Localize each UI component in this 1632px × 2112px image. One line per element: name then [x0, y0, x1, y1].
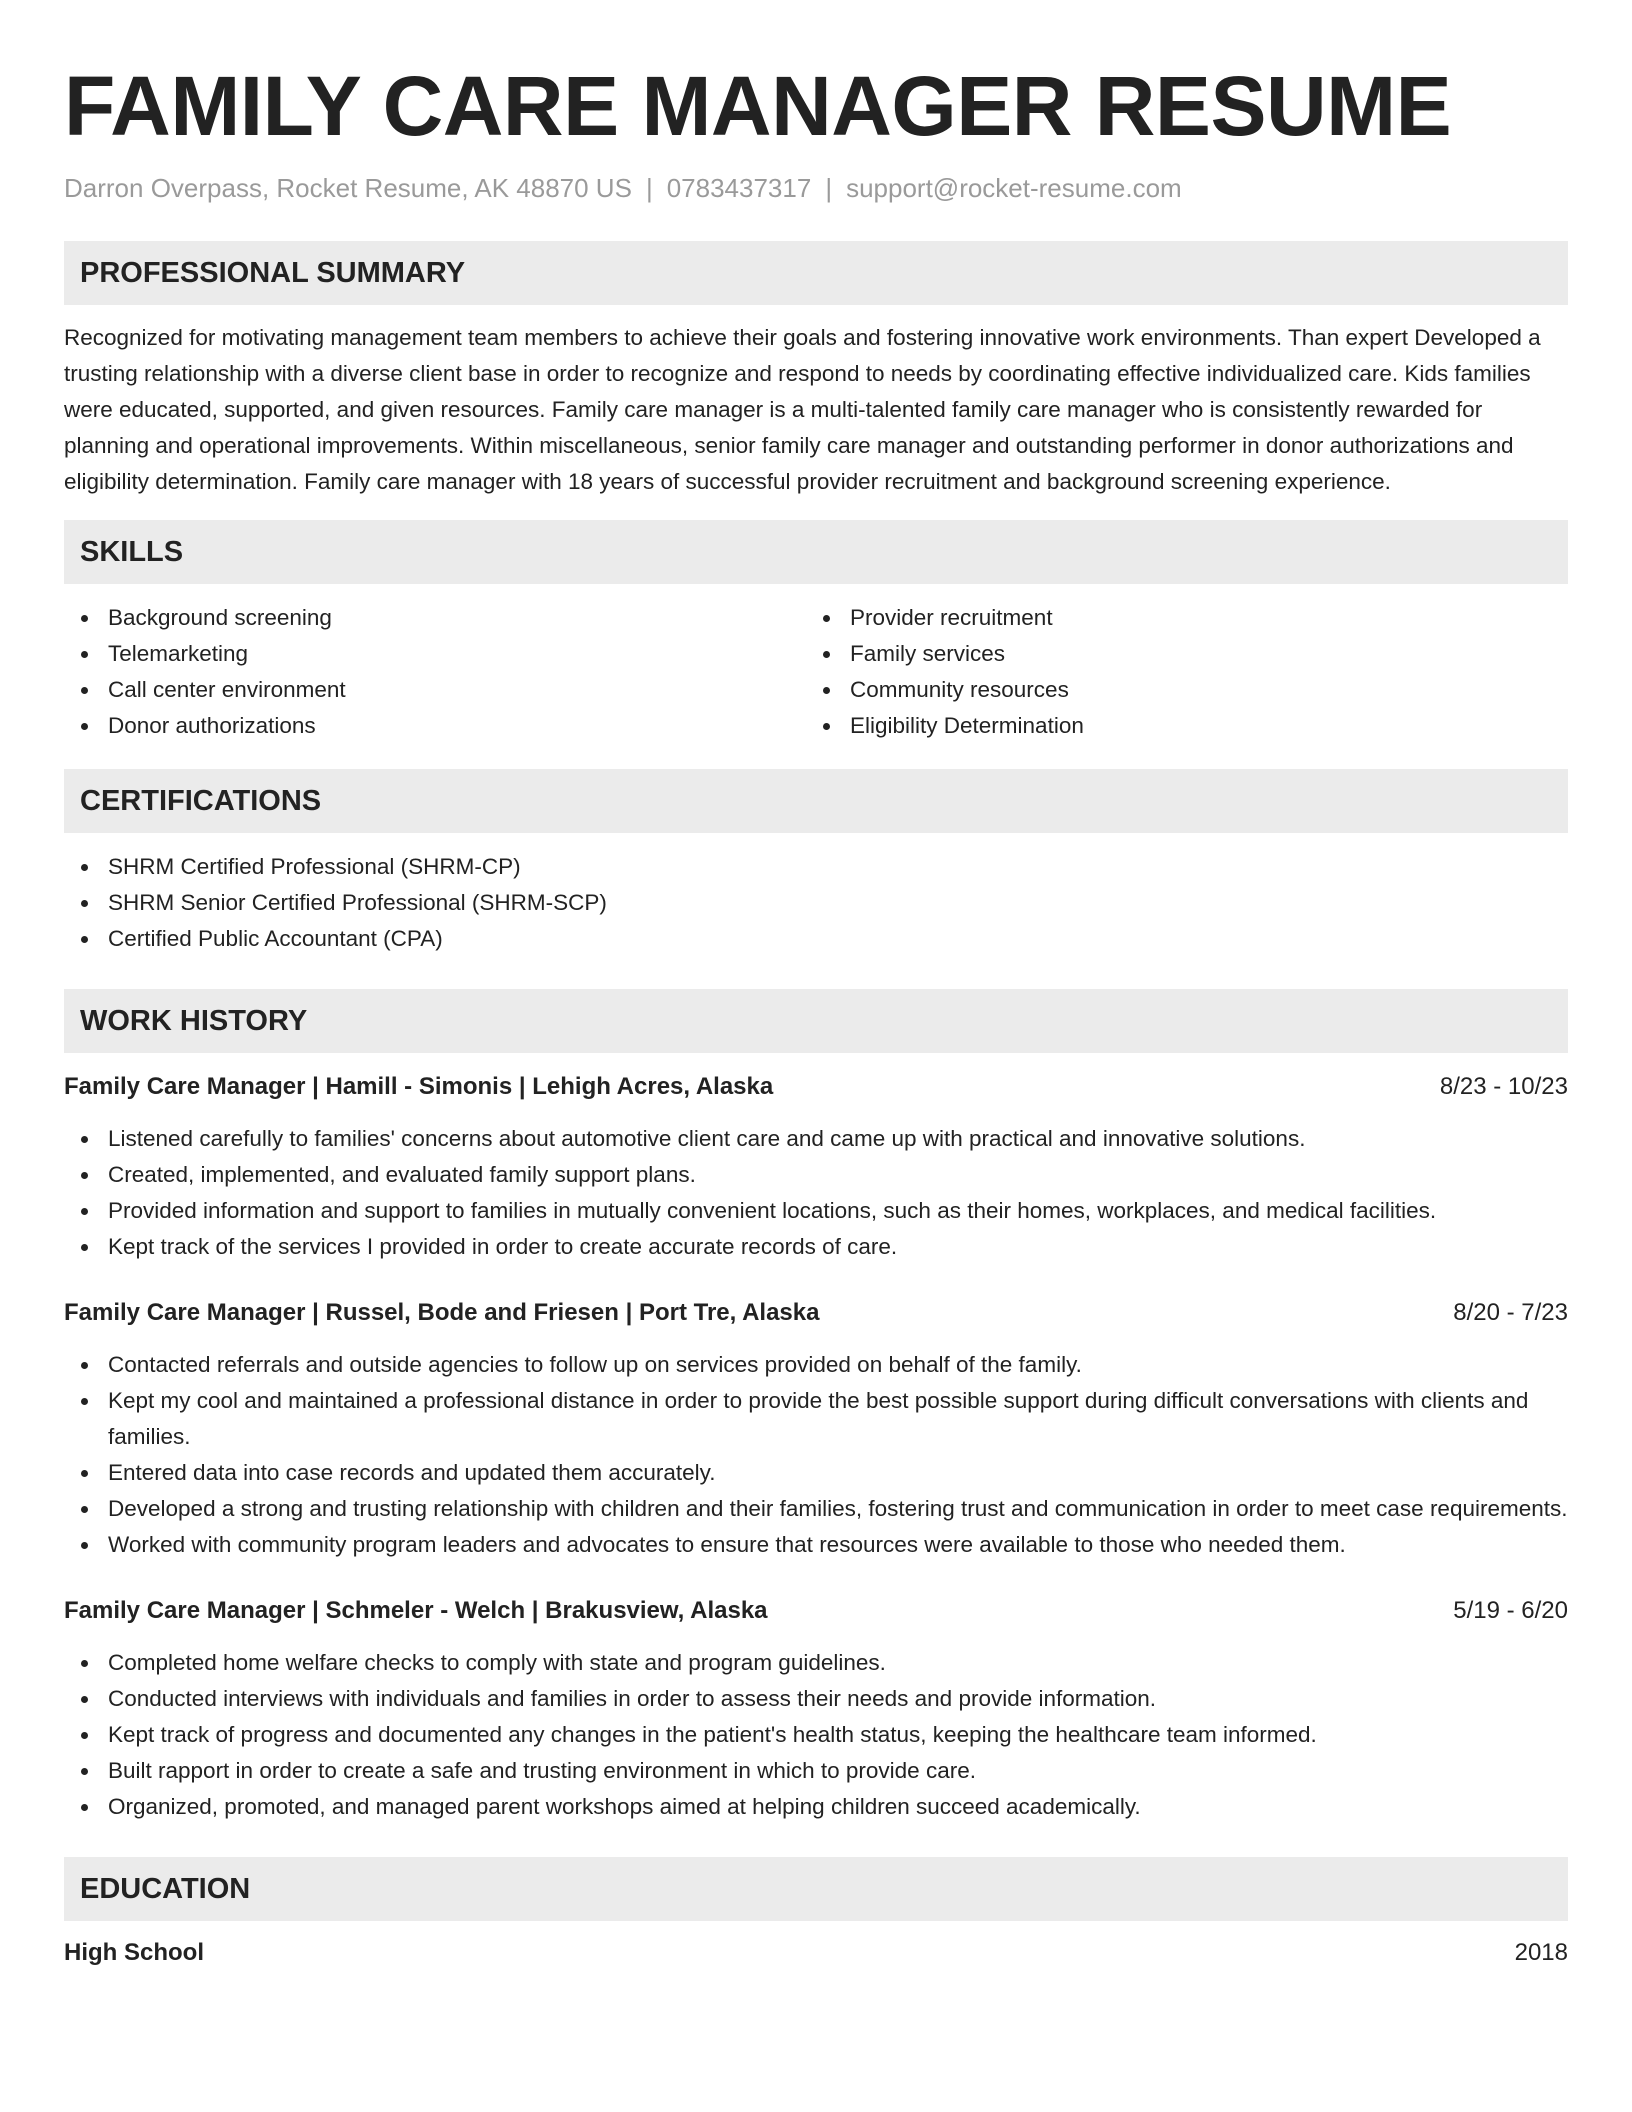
job-bullets: [64, 1121, 1568, 1265]
job-bullet: Entered data into case records and updated them accurately.: [64, 1455, 1568, 1491]
job-bullet: Provided information and support to families in mutually convenient locations, such as their homes, workplaces, and medical facilities.: [64, 1193, 1568, 1229]
contact-separator: |: [825, 173, 833, 203]
skills-columns: [64, 600, 1568, 744]
job-header: [64, 1595, 1568, 1627]
job-bullet: Created, implemented, and evaluated family support plans.: [64, 1157, 1568, 1193]
job-title: Family Care Manager | Schmeler - Welch | Brakusview, Alaska: [64, 1597, 768, 1624]
job-bullets: [64, 1347, 1568, 1563]
contact-email: support@rocket-resume.com: [846, 173, 1182, 203]
certifications-list: [64, 849, 1568, 957]
resume-page: [64, 0, 1568, 1969]
skill-item: Background screening: [64, 600, 806, 636]
job-dates: 8/23 - 10/23: [1439, 1073, 1568, 1100]
skill-item: Eligibility Determination: [806, 708, 1548, 744]
job-entry: [64, 1297, 1568, 1563]
contact-address: Darron Overpass, Rocket Resume, AK 48870 US: [64, 173, 632, 203]
education-year: 2018: [1514, 1939, 1568, 1966]
job-bullet: Conducted interviews with individuals and families in order to assess their needs and provide information.: [64, 1681, 1568, 1717]
certification-item: SHRM Senior Certified Professional (SHRM-SCP): [64, 885, 1568, 921]
job-bullet: Organized, promoted, and managed parent workshops aimed at helping children succeed academically.: [64, 1789, 1568, 1825]
contact-phone: 0783437317: [666, 173, 812, 203]
summary-text: Recognized for motivating management team members to achieve their goals and fostering innovative work environments. Than expert Developed a trusting relationship with a diverse client base in order to recognize and respond to needs by coordinating effective individualized care. Kids families were educated, supported, and given resources. Family care manager is a multi-talented family care manager who is consistently rewarded for planning and operational improvements. Within miscellaneous, senior family care manager and outstanding performer in donor authorizations and eligibility determination. Family care manager with 18 years of successful provider recruitment and background screening experience.: [64, 325, 1541, 494]
certification-item: SHRM Certified Professional (SHRM-CP): [64, 849, 1568, 885]
job-header: [64, 1071, 1568, 1103]
job-bullet: Contacted referrals and outside agencies to follow up on services provided on behalf of the family.: [64, 1347, 1568, 1383]
job-dates: 8/20 - 7/23: [1453, 1299, 1568, 1326]
section-header-work-history: WORK HISTORY: [64, 989, 1568, 1053]
skill-item: Telemarketing: [64, 636, 806, 672]
job-bullet: Completed home welfare checks to comply with state and program guidelines.: [64, 1645, 1568, 1681]
skill-item: Donor authorizations: [64, 708, 806, 744]
education-entry: [64, 1937, 1568, 1969]
job-entry: [64, 1595, 1568, 1825]
job-bullet: Listened carefully to families' concerns about automotive client care and came up with practical and innovative solutions.: [64, 1121, 1568, 1157]
job-bullet: Kept track of progress and documented any changes in the patient's health status, keeping the healthcare team informed.: [64, 1717, 1568, 1753]
contact-line: [64, 172, 1568, 204]
contact-separator: |: [645, 173, 653, 203]
skills-list-right: [806, 600, 1548, 744]
job-title: Family Care Manager | Russel, Bode and Friesen | Port Tre, Alaska: [64, 1299, 820, 1326]
job-bullets: [64, 1645, 1568, 1825]
education-school: High School: [64, 1939, 204, 1966]
section-header-certifications: CERTIFICATIONS: [64, 769, 1568, 833]
skill-item: Provider recruitment: [806, 600, 1548, 636]
skill-item: Call center environment: [64, 672, 806, 708]
job-entry: [64, 1071, 1568, 1265]
resume-title: FAMILY CARE MANAGER RESUME: [64, 59, 1452, 153]
skills-list-left: [64, 600, 806, 744]
section-header-summary: PROFESSIONAL SUMMARY: [64, 241, 1568, 305]
job-bullet: Worked with community program leaders and advocates to ensure that resources were available to those who needed them.: [64, 1527, 1568, 1563]
job-bullet: Kept track of the services I provided in order to create accurate records of care.: [64, 1229, 1568, 1265]
job-dates: 5/19 - 6/20: [1453, 1597, 1568, 1624]
job-bullet: Built rapport in order to create a safe and trusting environment in which to provide care.: [64, 1753, 1568, 1789]
job-bullet: Kept my cool and maintained a professional distance in order to provide the best possible support during difficult conversations with clients and families.: [64, 1383, 1568, 1455]
job-bullet: Developed a strong and trusting relationship with children and their families, fostering trust and communication in order to meet case requirements.: [64, 1491, 1568, 1527]
skill-item: Family services: [806, 636, 1548, 672]
certification-item: Certified Public Accountant (CPA): [64, 921, 1568, 957]
job-header: [64, 1297, 1568, 1329]
section-header-skills: SKILLS: [64, 520, 1568, 584]
skill-item: Community resources: [806, 672, 1548, 708]
section-header-education: EDUCATION: [64, 1857, 1568, 1921]
job-title: Family Care Manager | Hamill - Simonis | Lehigh Acres, Alaska: [64, 1073, 774, 1100]
